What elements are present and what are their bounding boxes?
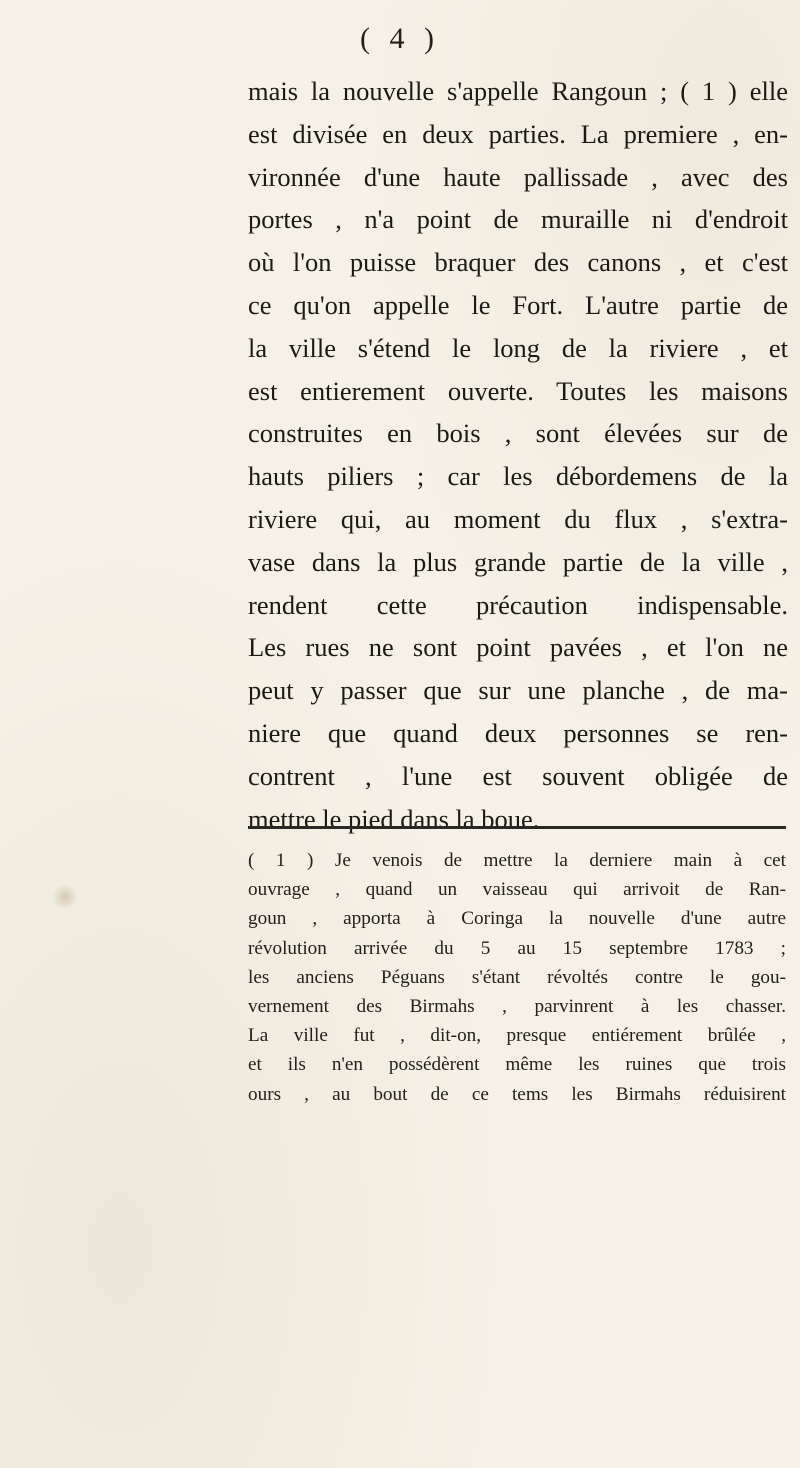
text-line: rendent cette précaution indispensable. [248, 589, 788, 620]
text-line: construites en bois , sont élevées sur de [248, 418, 788, 449]
text-line: mettre le pied dans la boue. [248, 803, 540, 834]
text-line: ce qu'on appelle le Fort. L'autre partie de [248, 289, 788, 320]
text-line: peut y passer que sur une planche , de ma- [248, 675, 788, 706]
text-line: contrent , l'une est souvent obligée de [248, 760, 788, 791]
text-line: riviere qui, au moment du flux , s'extra- [248, 503, 788, 534]
text-line: est entierement ouverte. Toutes les maisons [248, 375, 788, 406]
text-line: la ville s'étend le long de la riviere , et [248, 332, 788, 363]
footnote-line: les anciens Péguans s'étant révoltés contre le gou- [248, 966, 786, 988]
page-number: ( 4 ) [360, 22, 440, 55]
text-line: hauts piliers ; car les débordemens de la [248, 461, 788, 492]
paper-stain [52, 884, 78, 910]
text-line: niere que quand deux personnes se ren- [248, 717, 788, 748]
footnote-line: La ville fut , dit-on, presque entiérement brûlée , [248, 1025, 786, 1047]
footnote-block [248, 846, 786, 1109]
text-line: Les rues ne sont point pavées , et l'on ne [248, 632, 788, 663]
footnote-line: et ils n'en possédèrent même les ruines que trois [248, 1054, 786, 1076]
text-line: est divisée en deux parties. La premiere , en- [248, 118, 788, 149]
footnote-line: goun , apporta à Coringa la nouvelle d'une autre [248, 908, 786, 930]
text-line: portes , n'a point de muraille ni d'endroit [248, 204, 788, 235]
main-text-block [248, 70, 788, 840]
text-line: mais la nouvelle s'appelle Rangoun ; ( 1 ) elle [248, 76, 788, 106]
footnote-line: vernement des Birmahs , parvinrent à les chasser. [248, 996, 786, 1018]
footnote-divider [248, 826, 786, 829]
footnote-line: ours , au bout de ce tems les Birmahs réduisirent [248, 1083, 786, 1105]
footnote-line: révolution arrivée du 5 au 15 septembre 1783 ; [248, 937, 786, 959]
footnote-line: ouvrage , quand un vaisseau qui arrivoit de Ran- [248, 879, 786, 901]
text-line: où l'on puisse braquer des canons , et c'est [248, 247, 788, 278]
text-line: vironnée d'une haute pallissade , avec des [248, 161, 788, 192]
footnote-line: ( 1 ) Je venois de mettre la derniere main à cet [248, 850, 786, 871]
text-line: vase dans la plus grande partie de la ville , [248, 546, 788, 577]
